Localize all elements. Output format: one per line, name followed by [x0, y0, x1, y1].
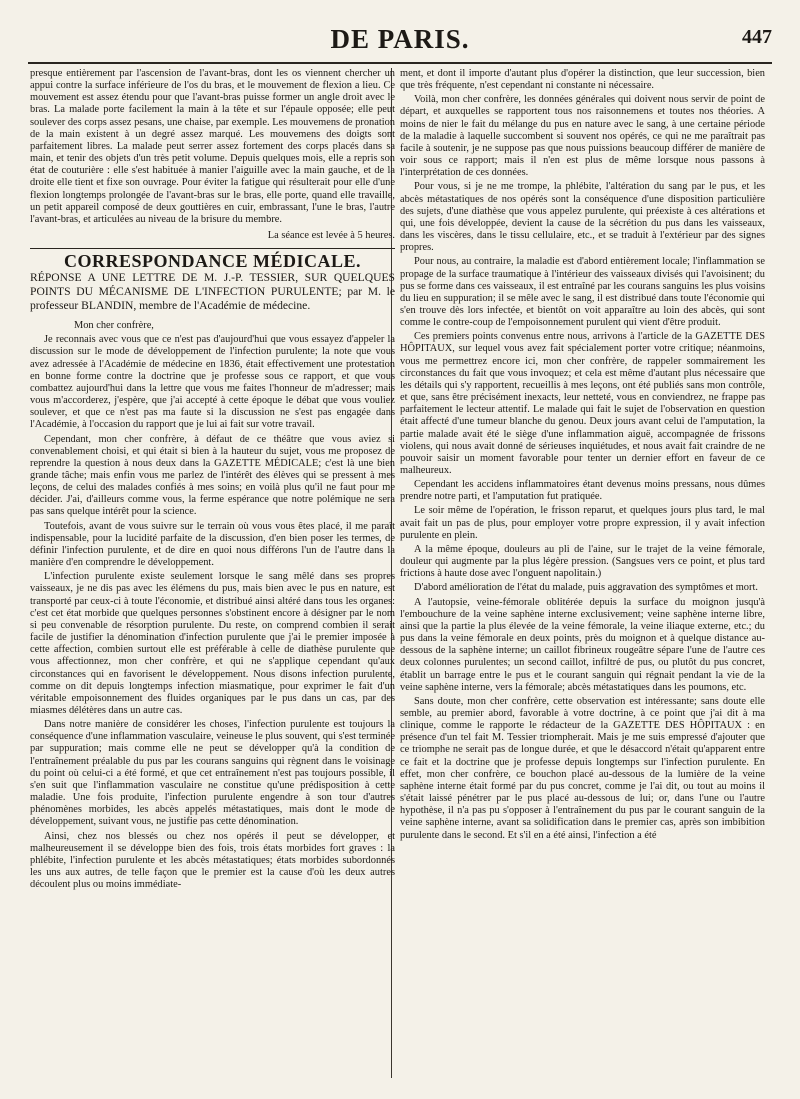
session-closed-note: La séance est levée à 5 heures.	[267, 230, 395, 242]
left-column	[30, 68, 395, 1068]
opening-paragraph: presque entièrement par l'ascension de l'avant-bras, dont les os viennent chercher un appui contre la surface inférieure de l'os du bras, et le mouvement de flexion a lieu. Ce mouvement est assez étendu pour que l'avant-bras puisse former un angle droit avec le bras. La malade porte facilement la main à la tête et sur l'épaule opposée; elle peut soulever des corps assez pesans, une chaise, par exemple. Les mouvemens de pronation de la main existent à un degré assez marqué. Les mouvemens des doigts sont parfaitement libres. La malade peut serrer assez fortement des corps placés dans sa main, et tenir des objets d'un très petit volume. Depuis quelques mois, elle a repris son état de couturière : elle s'est habituée à manier l'aiguille avec la main gauche, et de la droite elle tient et fixe son ouvrage. Pour éviter la fatigue qui résulterait pour elle d'une flexion longtemps prolongée de l'avant-bras sur le bras, elle porte, quand elle travaille, un petit appareil composé de deux gouttières en cuir, embrassant, l'une le bras, l'autre l'avant-bras, et articulées au niveau de la brisure du membre.	[30, 68, 395, 225]
paragraph: Pour nous, au contraire, la maladie est d'abord entièrement locale; l'inflammation se propage de la surface traumatique à l'intérieur des vaisseaux divisés qui l'avoisinent; du pus se forme dans ces vaisseaux, il est entraîné par les courans sanguins les plus voisins du lieu en suppuration; il se mêle avec le sang, il est distribué dans toute l'économie qui s'en trouve dès lors infectée, et bientôt on voit apparaître au loin des abcès, qui sont comme le contre-coup de l'empoisonnement purulent qui vient d'être produit.	[400, 256, 765, 329]
paragraph: A la même époque, douleurs au pli de l'aine, sur le trajet de la veine fémorale, douleur qui augmente par la plus légère pression. (Sangsues vers ce point, et plus tard frictions à haute dose avec l'onguent napolitain.)	[400, 543, 765, 580]
page-header	[28, 14, 772, 62]
header-rule	[28, 62, 772, 64]
paragraph: Ainsi, chez nos blessés ou chez nos opérés il peut se développer, et malheureusement il se développe bien des fois, trois états morbides fort graves : la phlébite, l'infection purulente et les abcès métastatiques; états morbides subordonnés les uns aux autres, de telle façon que le premier est la cause d'où les deux autres découlent plus ou moins immédiate-	[30, 830, 395, 891]
paragraph: Dans notre manière de considérer les choses, l'infection purulente est toujours la conséquence d'une inflammation vasculaire, veineuse le plus souvent, qui s'est terminée par suppuration; mais comme elle ne peut se développer qu'à la condition de l'entraînement préalable du pus par les courans sanguins qui règnent dans le voisinage du point où celui-ci a été formé, et que cet entraînement n'est pas toujours possible, il s'en suit que l'inflammation vasculaire ne constitue qu'une prédisposition à cette maladie. Une fois produite, l'infection purulente engendre à son tour d'autres phénomènes morbides, les abcès appelés métastatiques, mais dont le mode de développement, suivant vous, ne justifie pas cette dénomination.	[30, 719, 395, 828]
paragraph: Voilà, mon cher confrère, les données générales qui doivent nous servir de point de départ, et auxquelles se rapportent tous nos raisonnemens et toutes nos théories. A moins de nier le fait du mélange du pus en nature avec le sang, à une certaine période de la maladie à laquelle succombent si souvent nos opérés, ce qui ne me paraîtrait pas facile à soutenir, je ne suppose pas que nous puissions beaucoup différer de manière de voir sous ce rapport; mais il n'en est plus de même lorsque nous passons à l'interprétation de ces données.	[400, 94, 765, 179]
salutation: Mon cher confrère,	[74, 320, 154, 332]
page-number: 447	[742, 26, 772, 48]
paragraph: L'infection purulente existe seulement lorsque le sang mêlé dans ses propres vaisseaux, je ne dis pas avec les élémens du pus, mais bien avec le pus en nature, est transporté par ceux-ci à toute l'économie, et distribué ainsi altéré dans tous les organes: c'est cet état morbide que quelques personnes s'obstinent encore à désigner par le nom si peu convenable de résorption purulente. Du reste, on comprend combien il serait facile de justifier la dénomination d'infection purulente que j'ai le premier imposée à cette affection, combien surtout elle est préférable à celle de diathèse purulente que vous affectionnez, mon cher confrère, et qui ne s'applique cependant qu'aux circonstances qui en favorisent le développement. Nous disons infection purulente, comme on dit depuis longtemps infection miasmatique, pour exprimer le fait d'un véritable empoisonnement des fluides organiques par le pus dans un cas, par des miasmes délétères dans un autre cas.	[30, 571, 395, 716]
paragraph: ment, et dont il importe d'autant plus d'opérer la distinction, que leur succession, bien que très fréquente, n'est cependant ni constante ni nécessaire.	[400, 68, 765, 92]
paragraph: A l'autopsie, veine-fémorale oblitérée depuis la surface du moignon jusqu'à l'embouchure de la veine saphène interne exclusivement; veine saphène interne libre, ainsi que la partie la plus élevée de la veine fémorale, la veine iliaque externe, etc.; du pus dans la veine fémorale en deux points, près du moignon et à quelque distance au-dessous de la saphène interne; un caillot fibrineux rougeâtre sépare l'une de l'autre ces deux colonnes purulentes; un second caillot, infiltré de pus, ou plutôt du pus concret, établit un barrage entre le pus et le courant sanguin qui régnait pendant la vie de la veine saphène interne, vers la fémorale; abcès métastatiques dans les poumons, etc.	[400, 596, 765, 693]
paragraph: Sans doute, mon cher confrère, cette observation est intéressante; sans doute elle semble, au premier abord, favorable à votre doctrine, à ce point que j'ai dit à ma clinique, comme le rapporte le rédacteur de la GAZETTE DES HÔPITAUX : en présence d'un tel fait M. Tessier triompherait. Mais je me suis empressé d'ajouter que ce triomphe ne serait pas de longue durée, et que le désaccord n'était qu'apparent entre ce fait et la doctrine que je professe depuis longtemps sur l'infection purulente. En effet, mon cher confrère, ce bouchon placé au-dessous de la lumière de la veine saphène interne était formé par du pus concret, comme je l'ai dit, ou tout au moins il s'était laissé pénétrer par le pus placé au-dessous de lui; or, dans l'une ou l'autre hypothèse, il n'a pas pu s'opposer à l'entraînement du pus par le courant sanguin de la veine saphène interne, avant sa solidification dans le premier cas, après son imbibition purulente dans le second. Et s'il en a été ainsi, l'infection a été	[400, 695, 765, 841]
paragraph: D'abord amélioration de l'état du malade, puis aggravation des symptômes et mort.	[414, 582, 758, 594]
paragraph: Ces premiers points convenus entre nous, arrivons à l'article de la GAZETTE DES HÔPITAUX, sur lequel vous avez fait spécialement porter votre critique; néanmoins, vous me permettrez encore ici, mon cher confrère, de rappeler sommairement les circonstances du fait que vous invoquez; et cela est même d'autant plus nécessaire que les détails qui s'y rapportent, recueillis à mes leçons, ont été publiés sans mon contrôle, et que, sans être précisément inexacts, leur netteté, vous en conviendrez, ne frappe pas parfaitement le lecteur attentif. Le malade qui fait le sujet de l'observation en question était affecté d'une tumeur blanche du genou. Deux jours avant celui de l'amputation, la partie malade avait été le siège d'une inflammation aiguë, accompagnée de frissons violens, qui nous avait donné de sérieuses inquiétudes, et nous avait fait craindre de ne pouvoir saisir un moment favorable pour tenter un dernier effort en faveur de ce malheureux.	[400, 331, 765, 476]
article-title: RÉPONSE A UNE LETTRE DE M. J.-P. TESSIER, SUR QUELQUES POINTS DU MÉCANISME DE L'INFECTION PURULENTE; par M. le professeur BLANDIN, membre de l'Académie de médecine.	[30, 271, 395, 312]
section-title: CORRESPONDANCE MÉDICALE.	[63, 251, 362, 272]
paragraph: Je reconnais avec vous que ce n'est pas d'aujourd'hui que vous essayez d'appeler la discussion sur le mode de développement de l'infection purulente; la note que vous avez adressée à l'Académie de médecine en 1836, était effectivement une protestation en bonne forme contre la doctrine que je professe sous ce rapport, et que vous combattez aujourd'hui dans la lettre que vous me faites l'honneur de m'adresser; mais vous m'accorderez, j'espère, que j'ai accepté à cette époque le débat que vous vouliez soulever, et que ce n'est pas ma faute si la discussion ne s'est pas engagée dans l'Académie, à l'occasion du rapport que je lui ai fait sur votre travail.	[30, 334, 395, 431]
section-rule	[30, 248, 395, 249]
paragraph: Cependant les accidens inflammatoires étant devenus moins pressans, nous dûmes prendre notre parti, et l'amputation fut pratiquée.	[400, 479, 765, 503]
paragraph: Cependant, mon cher confrère, à défaut de ce théâtre que vous aviez si convenablement choisi, et qui était si bien à la hauteur du sujet, vous me proposez de reprendre la question à nous deux dans la GAZETTE MÉDICALE; c'est là une bien grande tâche; mais enfin vous me parlez de l'intérêt des élèves qui se pressent à mes leçons, de celui des malades confiés à mes soins; en voilà plus qu'il ne faut pour me décider. J'ai, d'ailleurs comme vous, la ferme espérance que notre polémique ne sera pas sans quelque intérêt pour la science.	[30, 433, 395, 518]
right-column	[400, 68, 765, 1068]
paragraph: Le soir même de l'opération, le frisson reparut, et quelques jours plus tard, le mal avait fait un pas de plus, pour employer votre propre expression, il y avait infection purulente en plein.	[400, 505, 765, 541]
paragraph: Toutefois, avant de vous suivre sur le terrain où vous vous êtes placé, il me paraît indispensable, pour la lucidité parfaite de la discussion, d'en bien poser les termes, de définir l'infection purulente, et de dire en quoi nous différons l'un de l'autre dans la manière d'en comprendre le développement.	[30, 520, 395, 569]
running-title: DE PARIS.	[330, 24, 470, 54]
paragraph: Pour vous, si je ne me trompe, la phlébite, l'altération du sang par le pus, et les abcès métastatiques de nos opérés sont la conséquence d'une disposition particulière des sujets, d'une diathèse que vous appelez purulente, qui préexiste à ces altérations et qui, une fois développée, devient la cause de la sécrétion du pus dans les vaisseaux, dans les viscères, dans le tissu cellulaire, etc., et se traduit à l'extérieur par des signes propres.	[400, 181, 765, 254]
